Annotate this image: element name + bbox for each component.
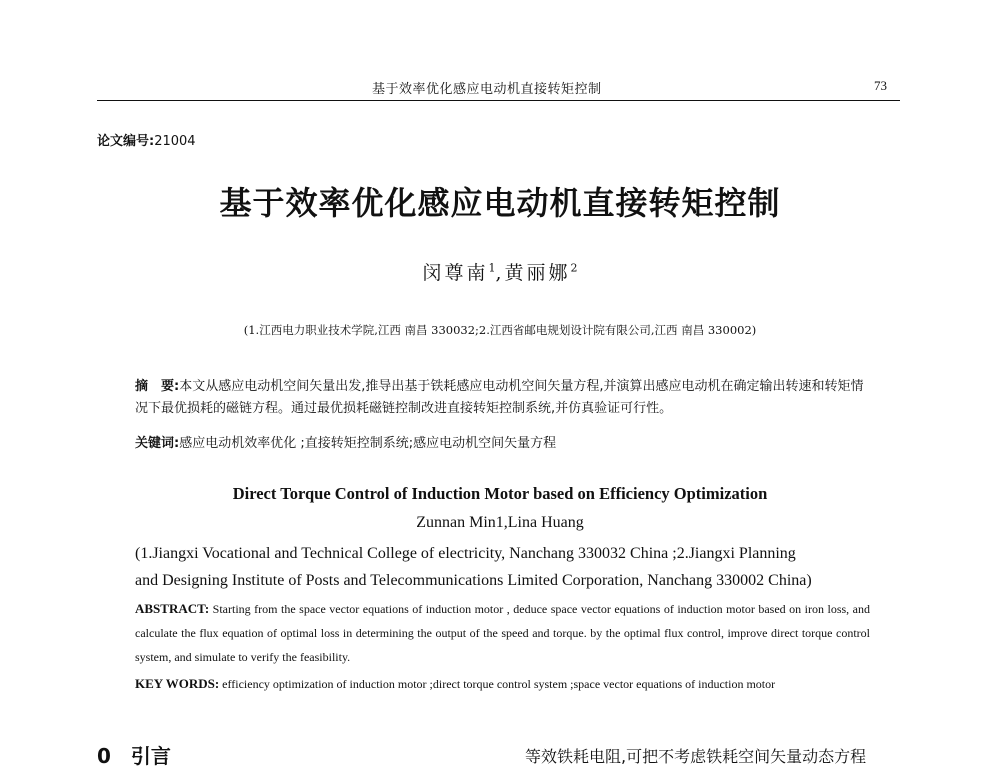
author-2-name: 黄丽娜 [504, 262, 571, 284]
keywords-cn [135, 432, 870, 451]
abstract-en-text: Starting from the space vector equations of induction motor , deduce space vector equations of induction motor based on iron loss, and calculate the flux equation of optimal loss in determining the output of the speed and torque. by the optimal flux control, improve direct torque control system, and simulate to verify the feasibility. [135, 602, 870, 664]
header-rule [97, 100, 900, 101]
author-2-sup: 2 [570, 261, 578, 275]
affiliation-en-line-2: and Designing Institute of Posts and Telecommunications Limited Corporation, Nanchang 330002 China) [135, 572, 812, 589]
authors-en: Zunnan Min1,Lina Huang [416, 514, 584, 531]
page-number: 73 [874, 78, 887, 93]
keywords-cn-text: 感应电动机效率优化 ;直接转矩控制系统;感应电动机空间矢量方程 [179, 436, 557, 451]
abstract-cn-label: 摘 要: [135, 379, 180, 394]
paper-title-cn: 基于效率优化感应电动机直接转矩控制 [219, 184, 781, 222]
author-1-name: 闵尊南 [422, 262, 489, 284]
author-separator: , [495, 262, 505, 284]
author-1-sup: 1 [488, 261, 496, 275]
abstract-cn-text: 本文从感应电动机空间矢量出发,推导出基于铁耗感应电动机空间矢量方程,并演算出感应电动机在确定输出转速和转矩情况下最优损耗的磁链方程。通过最优损耗磁链控制改进直接转矩控制系统,并仿真验证可行性。 [135, 379, 864, 416]
paper-title-en: Direct Torque Control of Induction Motor based on Efficiency Optimization [232, 484, 768, 503]
authors-cn [0, 258, 1000, 285]
paper-id-value: 21004 [154, 134, 196, 149]
abstract-en-label: ABSTRACT: [135, 601, 210, 616]
affiliation-en [135, 540, 870, 594]
abstract-cn [135, 376, 870, 420]
keywords-en [135, 672, 870, 696]
affiliation-en-line-1: (1.Jiangxi Vocational and Technical College of electricity, Nanchang 330032 China ;2.Jiangxi Planning [135, 545, 796, 562]
body-text-peek: 等效铁耗电阻,可把不考虑铁耗空间矢量动态方程 [525, 747, 867, 766]
keywords-en-label: KEY WORDS: [135, 676, 220, 691]
section-heading-peek: 0 引言 [97, 744, 171, 768]
paper-id-label: 论文编号: [97, 134, 155, 149]
affiliation-cn: (1.江西电力职业技术学院,江西 南昌 330032;2.江西省邮电规划设计院有限公司,江西 南昌 330002) [243, 323, 757, 337]
keywords-cn-label: 关键词: [135, 436, 180, 451]
keywords-en-text: efficiency optimization of induction motor ;direct torque control system ;space vector equations of induction motor [222, 677, 776, 691]
running-header-title: 基于效率优化感应电动机直接转矩控制 [372, 82, 602, 97]
abstract-en [135, 597, 870, 669]
paper-id [97, 130, 196, 149]
